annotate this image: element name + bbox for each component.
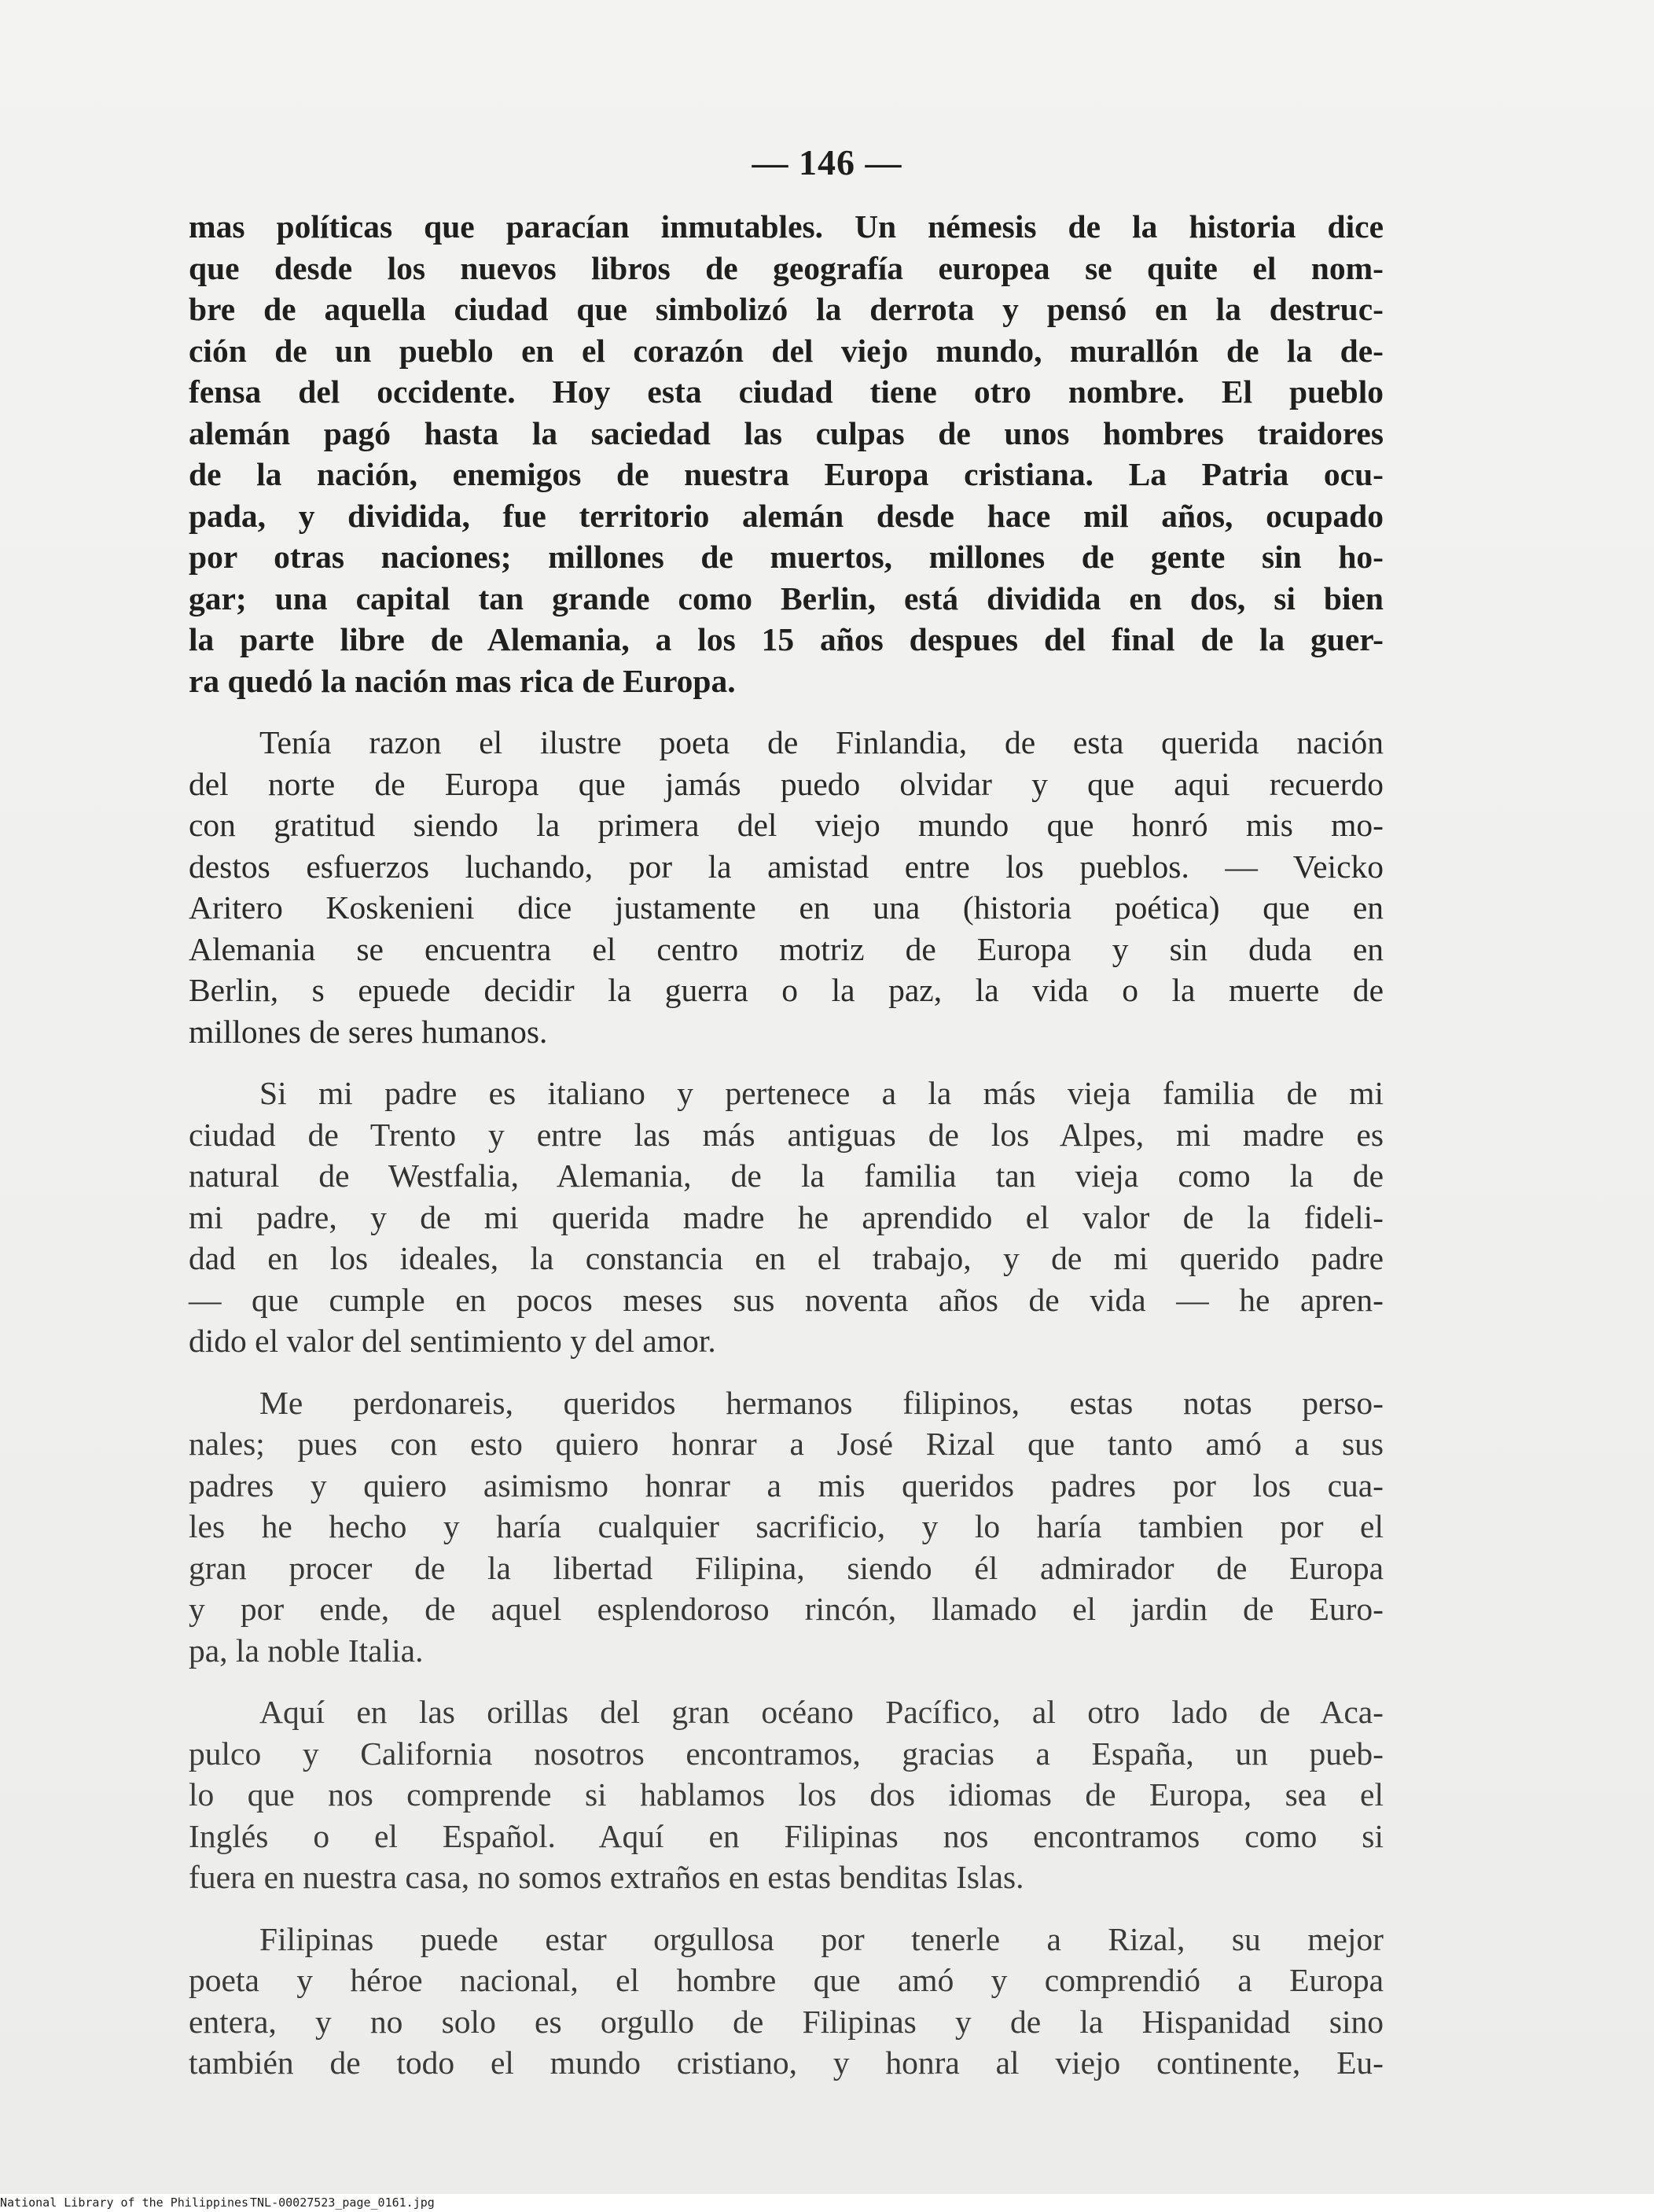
paragraph-4 [189, 1382, 1384, 1672]
text-line: — que cumple en pocos meses sus noventa años de vida — he apren- [189, 1281, 1384, 1318]
paragraph-2 [189, 722, 1384, 1052]
text-line: lo que nos comprende si hablamos los dos idiomas de Europa, sea el [189, 1776, 1384, 1813]
paragraph-6 [189, 1919, 1384, 2084]
text-line: del norte de Europa que jamás puedo olvidar y que aqui recuerdo [189, 765, 1384, 802]
text-line: la parte libre de Alemania, a los 15 años despues del final de la guer- [189, 621, 1384, 657]
text-line: dido el valor del sentimiento y del amor. [189, 1323, 716, 1359]
text-line: Aquí en las orillas del gran océano Pacífico, al otro lado de Aca- [259, 1694, 1384, 1730]
text-line: destos esfuerzos luchando, por la amistad entre los pueblos. — Veicko [189, 848, 1384, 885]
text-line: Filipinas puede estar orgullosa por tenerle a Rizal, su mejor [259, 1920, 1384, 1957]
text-line: por otras naciones; millones de muertos, millones de gente sin ho- [189, 539, 1384, 575]
text-line: y por ende, de aquel esplendoroso rincón, llamado el jardin de Euro- [189, 1591, 1384, 1627]
text-line: que desde los nuevos libros de geografía europea se quite el nom- [189, 249, 1384, 286]
text-line: Aritero Koskenieni dice justamente en una (historia poética) que en [189, 889, 1384, 926]
text-line: poeta y héroe nacional, el hombre que amó y comprendió a Europa [189, 1962, 1384, 1998]
text-line: les he hecho y haría cualquier sacrificio, y lo haría tambien por el [189, 1508, 1384, 1544]
text-line: nales; pues con esto quiero honrar a José Rizal que tanto amó a sus [189, 1426, 1384, 1462]
text-line: pada, y dividida, fue territorio alemán desde hace mil años, ocupado [189, 497, 1384, 534]
text-line: ra quedó la nación mas rica de Europa. [189, 662, 736, 699]
paragraph-5 [189, 1691, 1384, 1898]
text-line: ción de un pueblo en el corazón del viejo mundo, murallón de la de- [189, 332, 1384, 369]
text-line: gar; una capital tan grande como Berlin, está dividida en dos, si bien [189, 580, 1384, 616]
scan-footer [0, 2194, 1654, 2212]
text-line: millones de seres humanos. [189, 1013, 548, 1050]
text-line: mas políticas que paracían inmutables. Un némesis de la historia dice [189, 208, 1384, 245]
text-line: Si mi padre es italiano y pertenece a la más vieja familia de mi [259, 1075, 1384, 1111]
text-line: ciudad de Trento y entre las más antiguas de los Alpes, mi madre es [189, 1116, 1384, 1153]
text-line: dad en los ideales, la constancia en el trabajo, y de mi querido padre [189, 1240, 1384, 1276]
text-line: fuera en nuestra casa, no somos extraños en estas benditas Islas. [189, 1859, 1024, 1895]
text-line: natural de Westfalia, Alemania, de la familia tan vieja como la de [189, 1158, 1384, 1194]
text-line: fensa del occidente. Hoy esta ciudad tiene otro nombre. El pueblo [189, 374, 1384, 410]
body-text [189, 206, 1384, 2104]
text-line: con gratitud siendo la primera del viejo mundo que honró mis mo- [189, 807, 1384, 843]
text-line: pulco y California nosotros encontramos, gracias a España, un pueb- [189, 1735, 1384, 1772]
paragraph-3 [189, 1073, 1384, 1362]
text-line: Berlin, s epuede decidir la guerra o la paz, la vida o la muerte de [189, 972, 1384, 1008]
text-line: alemán pagó hasta la saciedad las culpas de unos hombres traidores [189, 414, 1384, 451]
text-line: Me perdonareis, queridos hermanos filipinos, estas notas perso- [259, 1384, 1384, 1421]
paragraph-1 [189, 206, 1384, 701]
text-line: entera, y no solo es orgullo de Filipinas y de la Hispanidad sino [189, 2003, 1384, 2040]
text-line: pa, la noble Italia. [189, 1632, 424, 1669]
scan-filename: TNL-00027523_page_0161.jpg [250, 2195, 435, 2210]
text-line: padres y quiero asimismo honrar a mis queridos padres por los cua- [189, 1467, 1384, 1503]
text-line: Inglés o el Español. Aquí en Filipinas nos encontramos como si [189, 1817, 1384, 1854]
text-line: Alemania se encuentra el centro motriz de Europa y sin duda en [189, 930, 1384, 967]
library-credit: National Library of the Philippines [0, 2195, 249, 2210]
page-number: — 146 — [752, 142, 902, 182]
text-line: mi padre, y de mi querida madre he aprendido el valor de la fideli- [189, 1198, 1384, 1235]
text-line: Tenía razon el ilustre poeta de Finlandia, de esta querida nación [259, 724, 1384, 760]
text-line: de la nación, enemigos de nuestra Europa cristiana. La Patria ocu- [189, 456, 1384, 492]
text-line: también de todo el mundo cristiano, y honra al viejo continente, Eu- [189, 2045, 1384, 2081]
text-line: bre de aquella ciudad que simbolizó la derrota y pensó en la destruc- [189, 291, 1384, 327]
text-line: gran procer de la libertad Filipina, siendo él admirador de Europa [189, 1549, 1384, 1586]
